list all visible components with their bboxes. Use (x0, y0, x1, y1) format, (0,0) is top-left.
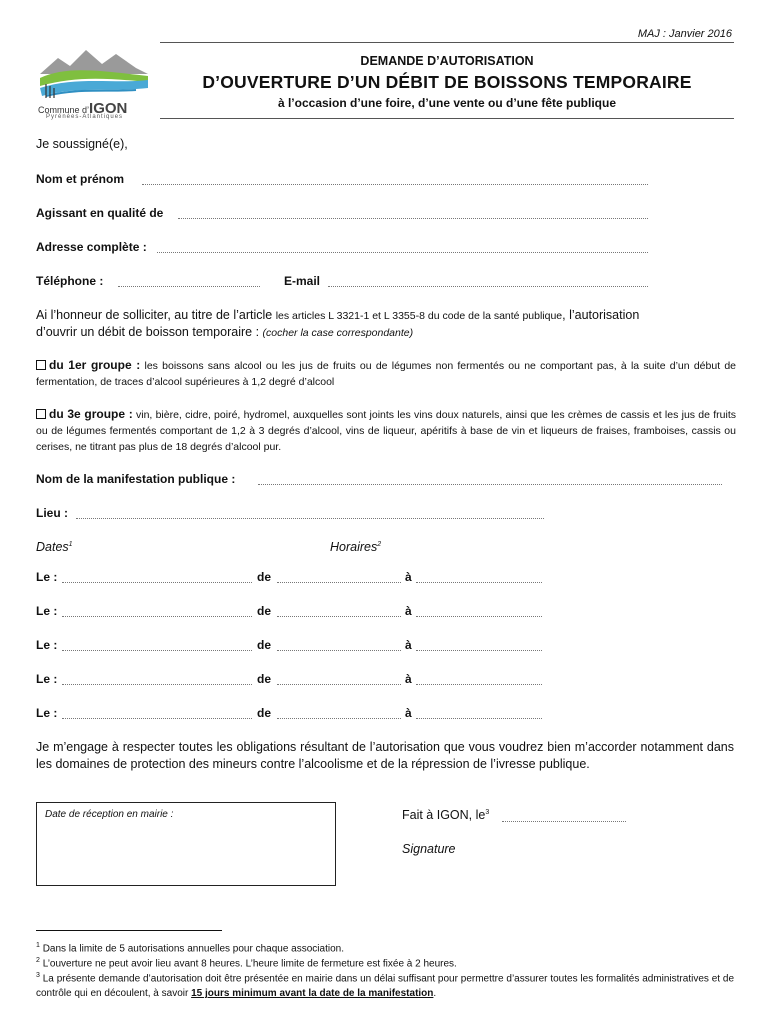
group-3-option[interactable] (36, 406, 736, 455)
fait-date-field[interactable] (502, 821, 626, 822)
checkbox-icon[interactable] (36, 409, 46, 419)
name-label: Nom et prénom (36, 172, 125, 186)
name-field[interactable] (142, 184, 648, 185)
update-date: MAJ : Janvier 2016 (637, 28, 732, 40)
date-row-3-end-field[interactable] (416, 650, 542, 651)
date-row-1-a: à (405, 570, 412, 584)
form-title: D’OUVERTURE D’UN DÉBIT DE BOISSONS TEMPORAIRE (202, 72, 692, 92)
request-part1: Ai l’honneur de solliciter, au titre de l’article (36, 308, 273, 322)
phone-field[interactable] (118, 286, 260, 287)
date-row-4-date-field[interactable] (62, 684, 252, 685)
request-note: (cocher la case correspondante) (262, 327, 414, 339)
address-label: Adresse complète : (36, 240, 147, 254)
date-row-1-le: Le : (36, 570, 58, 584)
date-row-1-start-field[interactable] (277, 582, 401, 583)
date-row-2-start-field[interactable] (277, 616, 401, 617)
group-1-text: les boissons sans alcool ou les jus de fruits ou de légumes non fermentés ou ne comportant pas, à la suite d’un début de fermentation, de traces d’alcool supérieures à 1,2 degré d’alcool (36, 360, 737, 388)
capacity-field[interactable] (178, 218, 648, 219)
place-label: Lieu : (36, 506, 68, 520)
email-field[interactable] (328, 286, 648, 287)
commitment-text: Je m’engage à respecter toutes les obligations résultant de l’autorisation que vous voudrez bien m’accorder notamment dans les domaines de protection des mineurs contre l’alcoolisme et de la répression de l’ivresse publique. (36, 740, 734, 771)
checkbox-icon[interactable] (36, 360, 46, 370)
group-3-text: vin, bière, cidre, poiré, hydromel, auxquelles sont joints les vins doux naturels, ainsi que les crèmes de cassis et les jus de fruits ou de légumes fermentés comportant de 1,2 à 3 degrés d’alcool, vins de liqueur, apéritifs à base de vin et liqueurs de fraises, framboises, cassis ou cerises, ne titrant pas plus de 18 degrés d’alcool pur. (36, 409, 736, 453)
date-row-2-date-field[interactable] (62, 616, 252, 617)
date-row-5-end-field[interactable] (416, 718, 542, 719)
commune-logo (36, 44, 154, 122)
group-1-label: du 1er groupe : (49, 358, 141, 372)
date-row-5-a: à (405, 706, 412, 720)
date-row-1-de: de (257, 570, 272, 584)
date-row-4-de: de (257, 672, 272, 686)
group-1-option[interactable] (36, 357, 736, 390)
date-row-3-a: à (405, 638, 412, 652)
hours-heading: Horaires$^2$ (330, 540, 382, 554)
date-row-2-a: à (405, 604, 412, 618)
date-row-2-le: Le : (36, 604, 58, 618)
request-paragraph (36, 307, 736, 341)
request-line2: d’ouvrir un débit de boisson temporaire : (36, 325, 260, 339)
footnote-3: $^3$ La présente demande d’autorisation doit être présentée en mairie dans un délai suffisant pour permettre d’assurer toutes les formalités administratives et de contrôle qui en découlent, à savoir 15 jours minimum avant la date de la manifestation. (36, 972, 735, 1000)
date-row-3-de: de (257, 638, 272, 652)
event-name-label: Nom de la manifestation publique : (36, 472, 236, 486)
request-part2: , l’autorisation (562, 308, 640, 322)
date-row-4-end-field[interactable] (416, 684, 542, 685)
footnote-separator (36, 930, 222, 931)
date-row-2-end-field[interactable] (416, 616, 542, 617)
place-field[interactable] (76, 518, 544, 519)
date-row-5-le: Le : (36, 706, 58, 720)
date-row-5-de: de (257, 706, 272, 720)
capacity-label: Agissant en qualité de (36, 206, 164, 220)
date-row-4-le: Le : (36, 672, 58, 686)
date-row-4-start-field[interactable] (277, 684, 401, 685)
event-name-field[interactable] (258, 484, 722, 485)
form-subtitle: DEMANDE D’AUTORISATION (360, 54, 534, 68)
date-row-5-start-field[interactable] (277, 718, 401, 719)
date-row-5-date-field[interactable] (62, 718, 252, 719)
date-row-2-de: de (257, 604, 272, 618)
form-occasion: à l’occasion d’une foire, d’une vente ou d’une fête publique (277, 96, 617, 110)
date-row-1-end-field[interactable] (416, 582, 542, 583)
footnote-1: $^1$ Dans la limite de 5 autorisations annuelles pour chaque association. (36, 942, 344, 955)
intro-text: Je soussigné(e), (36, 137, 128, 151)
address-field[interactable] (157, 252, 648, 253)
logo-commune: Commune d’ (38, 105, 90, 115)
fait-a-label: Fait à IGON, $le^3$ (402, 808, 490, 822)
logo-region: Pyrénées-Atlantiques (46, 114, 124, 120)
footnote-2: $^2$ L’ouverture ne peut avoir lieu avant 8 heures. L’heure limite de fermeture est fixée à 2 heures. (36, 957, 457, 970)
header-top-rule (160, 42, 734, 43)
logo-name: IGON (89, 100, 128, 117)
phone-label: Téléphone : (36, 274, 104, 288)
reception-label: Date de réception en mairie : (45, 809, 174, 820)
date-row-3-le: Le : (36, 638, 58, 652)
date-row-1-date-field[interactable] (62, 582, 252, 583)
footnote-3-emphasis: 15 jours minimum avant la date de la manifestation (191, 988, 434, 1000)
request-articles: les articles L 3321-1 et L 3355-8 du code de la santé publique (275, 310, 563, 322)
header-bottom-rule (160, 118, 734, 119)
group-3-label: du 3e groupe : (49, 407, 133, 421)
dates-heading: Dates$^1$ (36, 540, 73, 554)
date-row-4-a: à (405, 672, 412, 686)
date-row-3-start-field[interactable] (277, 650, 401, 651)
date-row-3-date-field[interactable] (62, 650, 252, 651)
signature-label: Signature (402, 842, 456, 856)
email-label: E-mail (284, 274, 321, 288)
